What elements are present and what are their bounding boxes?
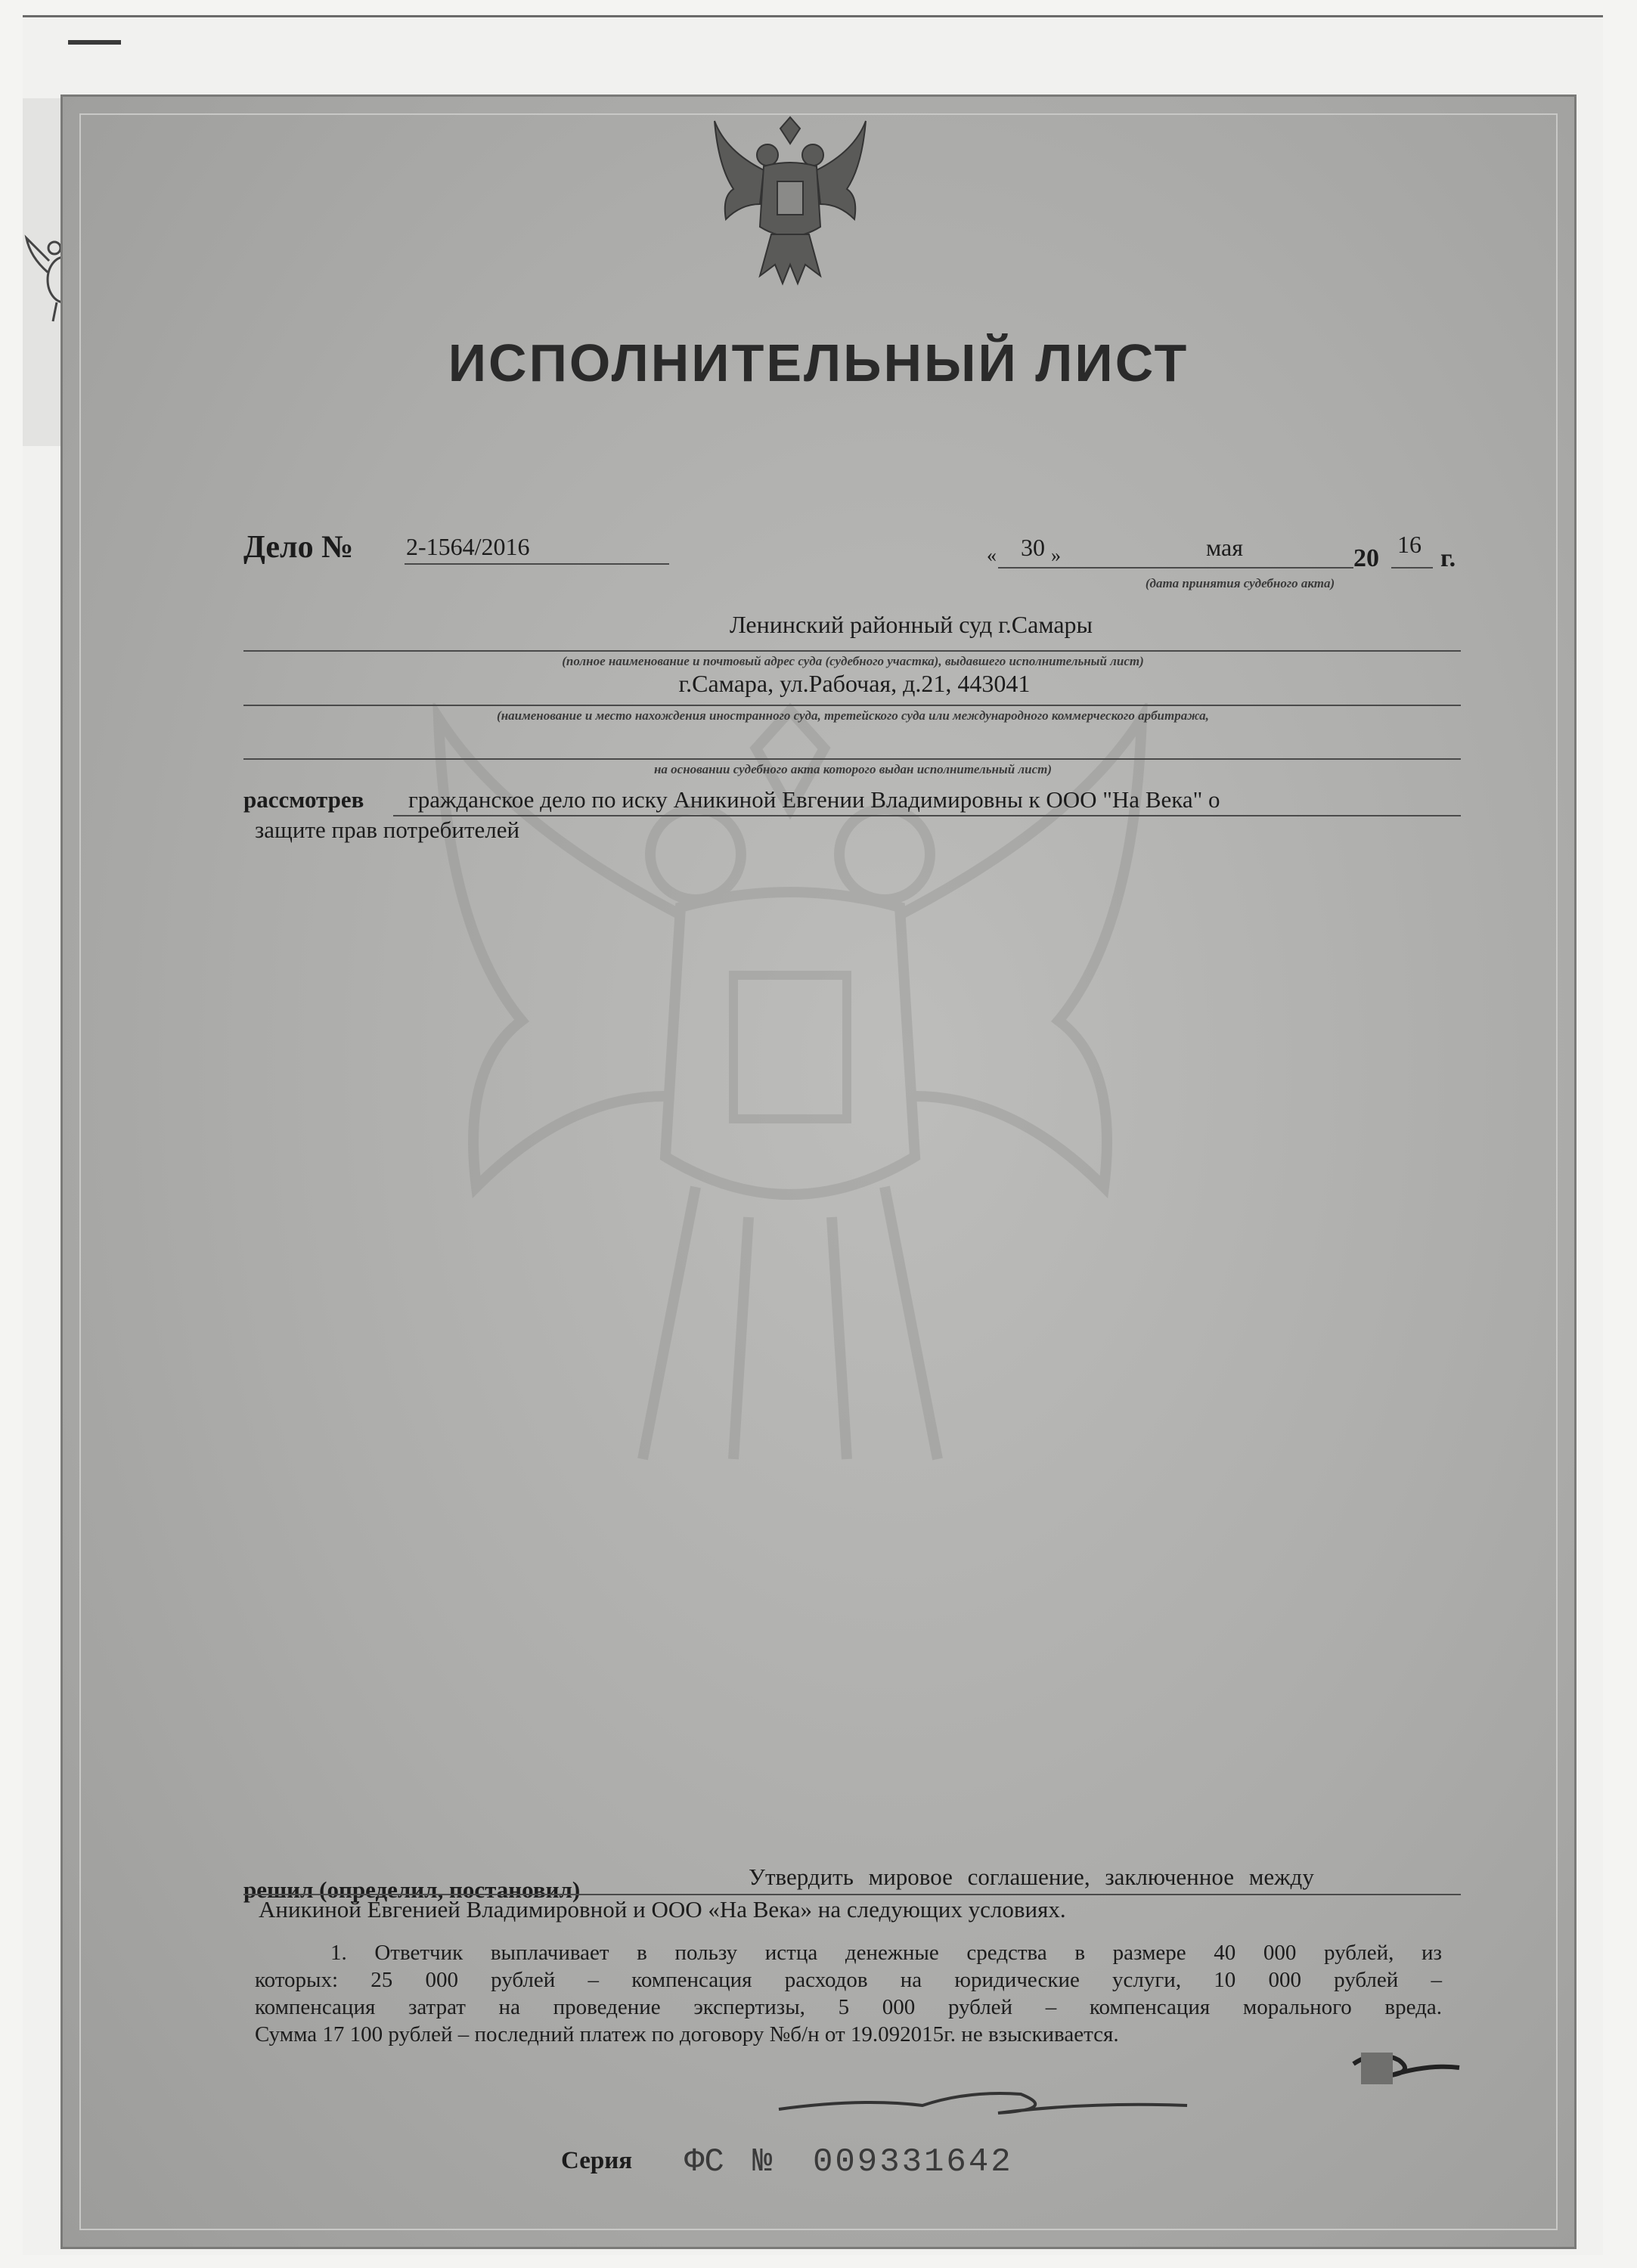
- considered-line-2: защите прав потребителей: [255, 816, 520, 843]
- decision-label: решил (определил, постановил): [243, 1876, 581, 1903]
- clause-1-line: 1. Ответчик выплачивает в пользу истца денежные средства в размере 40 000 рублей, из: [330, 1941, 1442, 1965]
- date-month-underline: [1066, 567, 1353, 569]
- official-signature: [771, 2079, 1195, 2124]
- date-close-quote: »: [1051, 544, 1061, 566]
- clause-1: [255, 1939, 1442, 2048]
- document-title: ИСПОЛНИТЕЛЬНЫЙ ЛИСТ: [448, 333, 1189, 392]
- considered-underline: [393, 815, 1461, 816]
- series-number-sign: №: [752, 2143, 773, 2181]
- date-year-prefix: 20: [1353, 544, 1379, 572]
- court-name-underline: [243, 650, 1461, 652]
- court-address: г.Самара, ул.Рабочая, д.21, 443041: [678, 670, 1031, 697]
- foreign-court-caption: (наименование и место нахождения иностранного суда, третейского суда или международного коммерческого арбитража,: [497, 708, 1209, 723]
- date-day-underline: [998, 567, 1066, 569]
- clause-1-line: Сумма 17 100 рублей – последний платеж по договору №б/н от 19.092015г. не взыскивается.: [255, 2022, 1119, 2046]
- clause-1-line: компенсация затрат на проведение экспертизы, 5 000 рублей – компенсация морального вреда.: [255, 1995, 1442, 2019]
- series-code: ФС: [684, 2143, 724, 2181]
- corner-square-marker: [1361, 2053, 1393, 2084]
- date-year-end: г.: [1440, 544, 1456, 572]
- date-month: мая: [1206, 534, 1243, 561]
- considered-line-1: гражданское дело по иску Аникиной Евгении Владимировны к ООО "На Века" о: [408, 786, 1220, 813]
- page-edge-mark: [68, 40, 121, 45]
- court-name: Ленинский районный суд г.Самары: [729, 611, 1093, 638]
- case-number: 2-1564/2016: [406, 533, 530, 560]
- decision-underline: [243, 1894, 1461, 1895]
- coat-of-arms-icon: [711, 113, 870, 287]
- case-number-underline: [405, 563, 669, 565]
- foreign-court-underline: [243, 758, 1461, 760]
- case-label: Дело №: [243, 530, 354, 565]
- series-label: Серия: [561, 2147, 633, 2174]
- series-number: 009331642: [813, 2143, 1013, 2181]
- clause-1-line: которых: 25 000 рублей – компенсация расходов на юридические услуги, 10 000 рублей –: [255, 1968, 1442, 1992]
- decision-line-1: Утвердить мировое соглашение, заключенное между: [749, 1864, 1314, 1890]
- date-caption: (дата принятия судебного акта): [1145, 576, 1335, 590]
- considered-label: рассмотрев: [243, 786, 364, 813]
- date-year-suffix: 16: [1397, 531, 1422, 558]
- date-open-quote: «: [987, 544, 997, 566]
- court-address-underline: [243, 705, 1461, 706]
- date-year-underline: [1391, 567, 1433, 569]
- date-day: 30: [1021, 534, 1045, 561]
- court-name-caption: (полное наименование и почтовый адрес суда (судебного участка), выдавшего исполнительный лист): [562, 654, 1144, 668]
- decision-line-2: Аникиной Евгенией Владимировной и ООО «На Века» на следующих условиях.: [259, 1896, 1066, 1923]
- basis-caption: на основании судебного акта которого выдан исполнительный лист): [653, 762, 1053, 776]
